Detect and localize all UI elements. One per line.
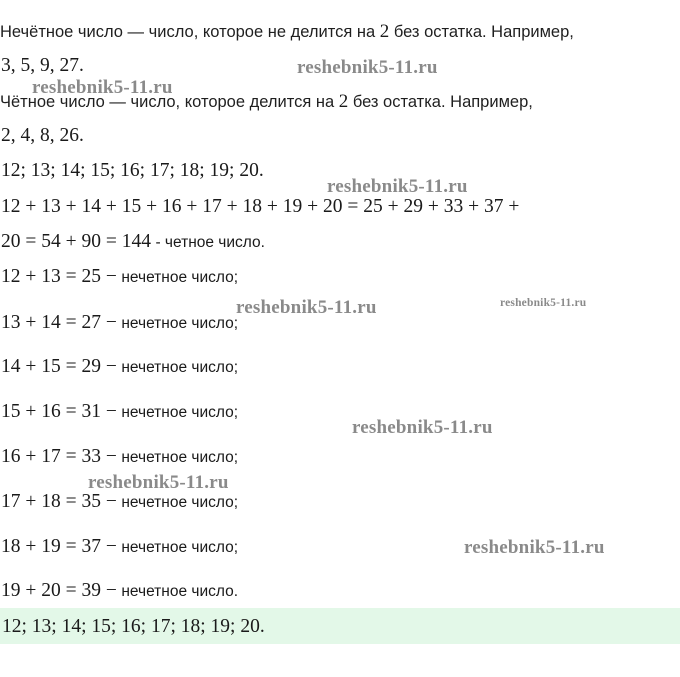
- watermark: reshebnik5-11.ru: [297, 57, 438, 78]
- pair-note: нечетное число;: [121, 404, 239, 421]
- answer-box: [0, 608, 680, 644]
- odd-example: 3, 5, 9, 27.: [1, 55, 84, 76]
- watermark: reshebnik5-11.ru: [327, 176, 468, 197]
- pair-note: нечетное число;: [121, 539, 239, 556]
- odd-definition-text: Нечётное число — число, которое не делится на: [0, 23, 376, 41]
- even-definition-two: 2: [338, 91, 349, 112]
- pair-note: нечетное число;: [121, 494, 239, 511]
- answer-text: 12; 13; 14; 15; 16; 17; 18; 19; 20.: [2, 616, 265, 637]
- watermark: reshebnik5-11.ru: [236, 297, 377, 318]
- even-definition-tail: без остатка. Например,: [352, 93, 533, 111]
- even-definition-text: Чётное число — число, которое делится на: [0, 93, 335, 111]
- pair-row: [1, 581, 238, 601]
- pair-expression: 12 + 13 = 25 −: [1, 266, 117, 287]
- pair-note: нечетное число.: [121, 583, 239, 600]
- sum-line-2-expr: 20 = 54 + 90 = 144: [1, 231, 151, 252]
- pair-note: нечетное число;: [121, 359, 239, 376]
- watermark: reshebnik5-11.ru: [500, 297, 587, 309]
- pair-note: нечетное число;: [121, 269, 239, 286]
- pair-row: [1, 402, 238, 422]
- pair-expression: 17 + 18 = 35 −: [1, 491, 117, 512]
- pair-row: [1, 357, 238, 377]
- watermark: reshebnik5-11.ru: [352, 417, 493, 438]
- pair-note: нечетное число;: [121, 315, 239, 332]
- watermark: reshebnik5-11.ru: [32, 77, 173, 98]
- sum-line-2-note: - четное число.: [155, 234, 265, 251]
- pair-row: [1, 537, 238, 557]
- pair-expression: 19 + 20 = 39 −: [1, 580, 117, 601]
- pair-expression: 16 + 17 = 33 −: [1, 446, 117, 467]
- sequence-line: 12; 13; 14; 15; 16; 17; 18; 19; 20.: [1, 160, 264, 181]
- odd-definition-two: 2: [379, 21, 390, 42]
- pair-expression: 18 + 19 = 37 −: [1, 536, 117, 557]
- odd-definition-tail: без остатка. Например,: [393, 23, 574, 41]
- watermark: reshebnik5-11.ru: [464, 537, 605, 558]
- sum-line-1: 12 + 13 + 14 + 15 + 16 + 17 + 18 + 19 + 20 = 25 + 29 + 33 + 37 +: [1, 196, 520, 217]
- pair-row: [1, 492, 238, 512]
- pair-expression: 14 + 15 = 29 −: [1, 356, 117, 377]
- pair-note: нечетное число;: [121, 449, 239, 466]
- pair-expression: 15 + 16 = 31 −: [1, 401, 117, 422]
- watermark: reshebnik5-11.ru: [88, 472, 229, 493]
- pair-row: [1, 447, 238, 467]
- odd-definition: [0, 22, 574, 41]
- even-example: 2, 4, 8, 26.: [1, 125, 84, 146]
- pair-row: [1, 267, 238, 287]
- pair-row: [1, 313, 238, 333]
- pair-expression: 13 + 14 = 27 −: [1, 312, 117, 333]
- sum-line-2: [1, 232, 265, 252]
